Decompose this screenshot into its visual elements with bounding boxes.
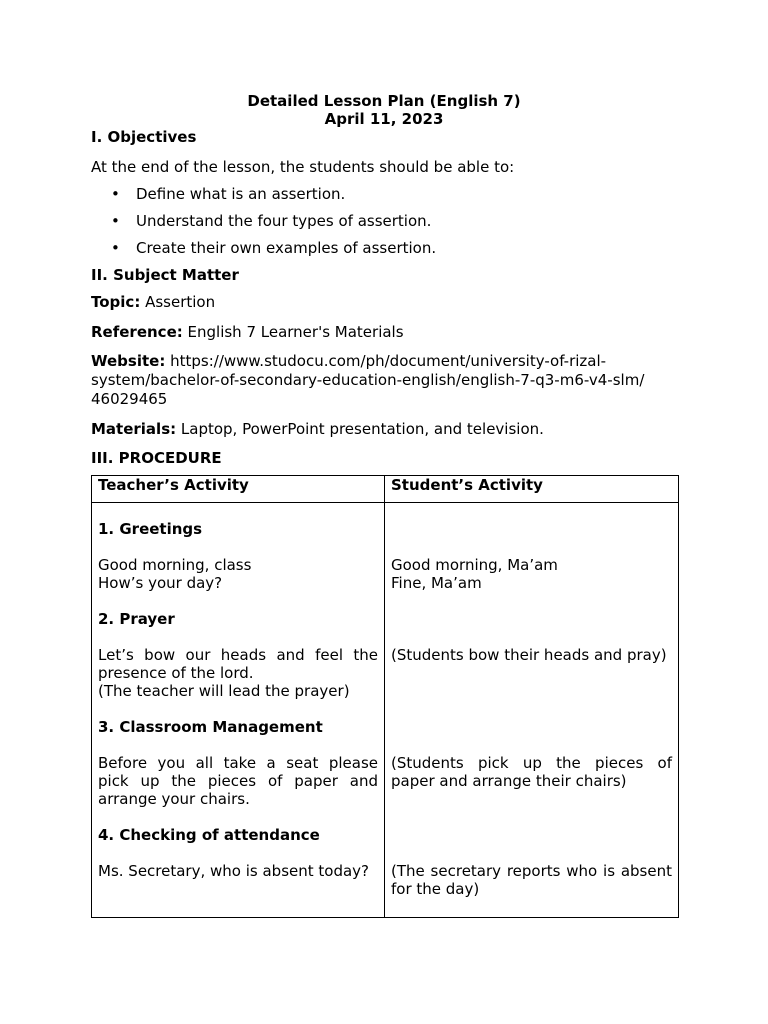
materials-field	[91, 420, 677, 438]
materials-value: Laptop, PowerPoint presentation, and television.	[176, 420, 544, 438]
objectives-heading: I. Objectives	[91, 128, 197, 146]
procedure-table	[91, 475, 679, 918]
website-field	[91, 352, 677, 409]
objectives-intro: At the end of the lesson, the students should be able to:	[91, 158, 515, 176]
step-title-greetings: 1. Greetings	[98, 520, 203, 538]
student-line: Good morning, Ma’am	[391, 556, 558, 574]
student-classroom-management: (Students pick up the pieces of paper and arrange their chairs)	[391, 754, 672, 790]
student-activity-cell	[385, 503, 679, 918]
teacher-classroom-management: Before you all take a seat please pick up the pieces of paper and arrange your chairs.	[98, 754, 378, 808]
objective-text: Understand the four types of assertion.	[136, 212, 432, 230]
objectives-list	[91, 185, 677, 266]
objective-text: Define what is an assertion.	[136, 185, 346, 203]
teacher-line: How’s your day?	[98, 574, 223, 592]
website-label: Website:	[91, 352, 166, 370]
materials-label: Materials:	[91, 420, 177, 438]
objective-text: Create their own examples of assertion.	[136, 239, 437, 257]
teacher-greeting	[98, 556, 378, 592]
table-row	[92, 503, 679, 918]
website-link[interactable]: https://www.studocu.com/ph/document/university-of-rizal-	[165, 352, 607, 370]
list-item	[91, 239, 677, 266]
document-page	[91, 92, 677, 918]
student-line: Fine, Ma’am	[391, 574, 482, 592]
list-item	[91, 212, 677, 239]
step-title-attendance: 4. Checking of attendance	[98, 826, 320, 844]
topic-value: Assertion	[140, 293, 216, 311]
topic-label: Topic:	[91, 293, 141, 311]
student-attendance: (The secretary reports who is absent for the day)	[391, 862, 672, 898]
bullet-icon: •	[111, 185, 120, 203]
teacher-attendance: Ms. Secretary, who is absent today?	[98, 862, 370, 880]
student-greeting	[391, 556, 672, 592]
teacher-activity-cell	[92, 503, 385, 918]
teacher-column-header: Teacher’s Activity	[92, 476, 385, 503]
teacher-line: Good morning, class	[98, 556, 252, 574]
bullet-icon: •	[111, 212, 120, 230]
student-column-header: Student’s Activity	[385, 476, 679, 503]
document-date: April 11, 2023	[324, 110, 444, 128]
bullet-icon: •	[111, 239, 120, 257]
student-prayer: (Students bow their heads and pray)	[391, 646, 667, 664]
topic-field	[91, 293, 677, 311]
teacher-prayer: Let’s bow our heads and feel the presence of the lord.	[98, 646, 378, 682]
procedure-heading: III. PROCEDURE	[91, 449, 222, 467]
list-item	[91, 185, 677, 212]
teacher-prayer-note: (The teacher will lead the prayer)	[98, 682, 350, 700]
website-link-cont[interactable]: system/bachelor-of-secondary-education-english/english-7-q3-m6-v4-slm/	[91, 371, 645, 389]
table-header-row	[92, 476, 679, 503]
step-title-prayer: 2. Prayer	[98, 610, 175, 628]
document-title: Detailed Lesson Plan (English 7)	[247, 92, 521, 110]
reference-field	[91, 323, 677, 341]
reference-value: English 7 Learner's Materials	[182, 323, 404, 341]
step-title-classroom-management: 3. Classroom Management	[98, 718, 323, 736]
subject-matter-heading: II. Subject Matter	[91, 266, 239, 284]
website-link-end[interactable]: 46029465	[91, 390, 168, 408]
reference-label: Reference:	[91, 323, 183, 341]
